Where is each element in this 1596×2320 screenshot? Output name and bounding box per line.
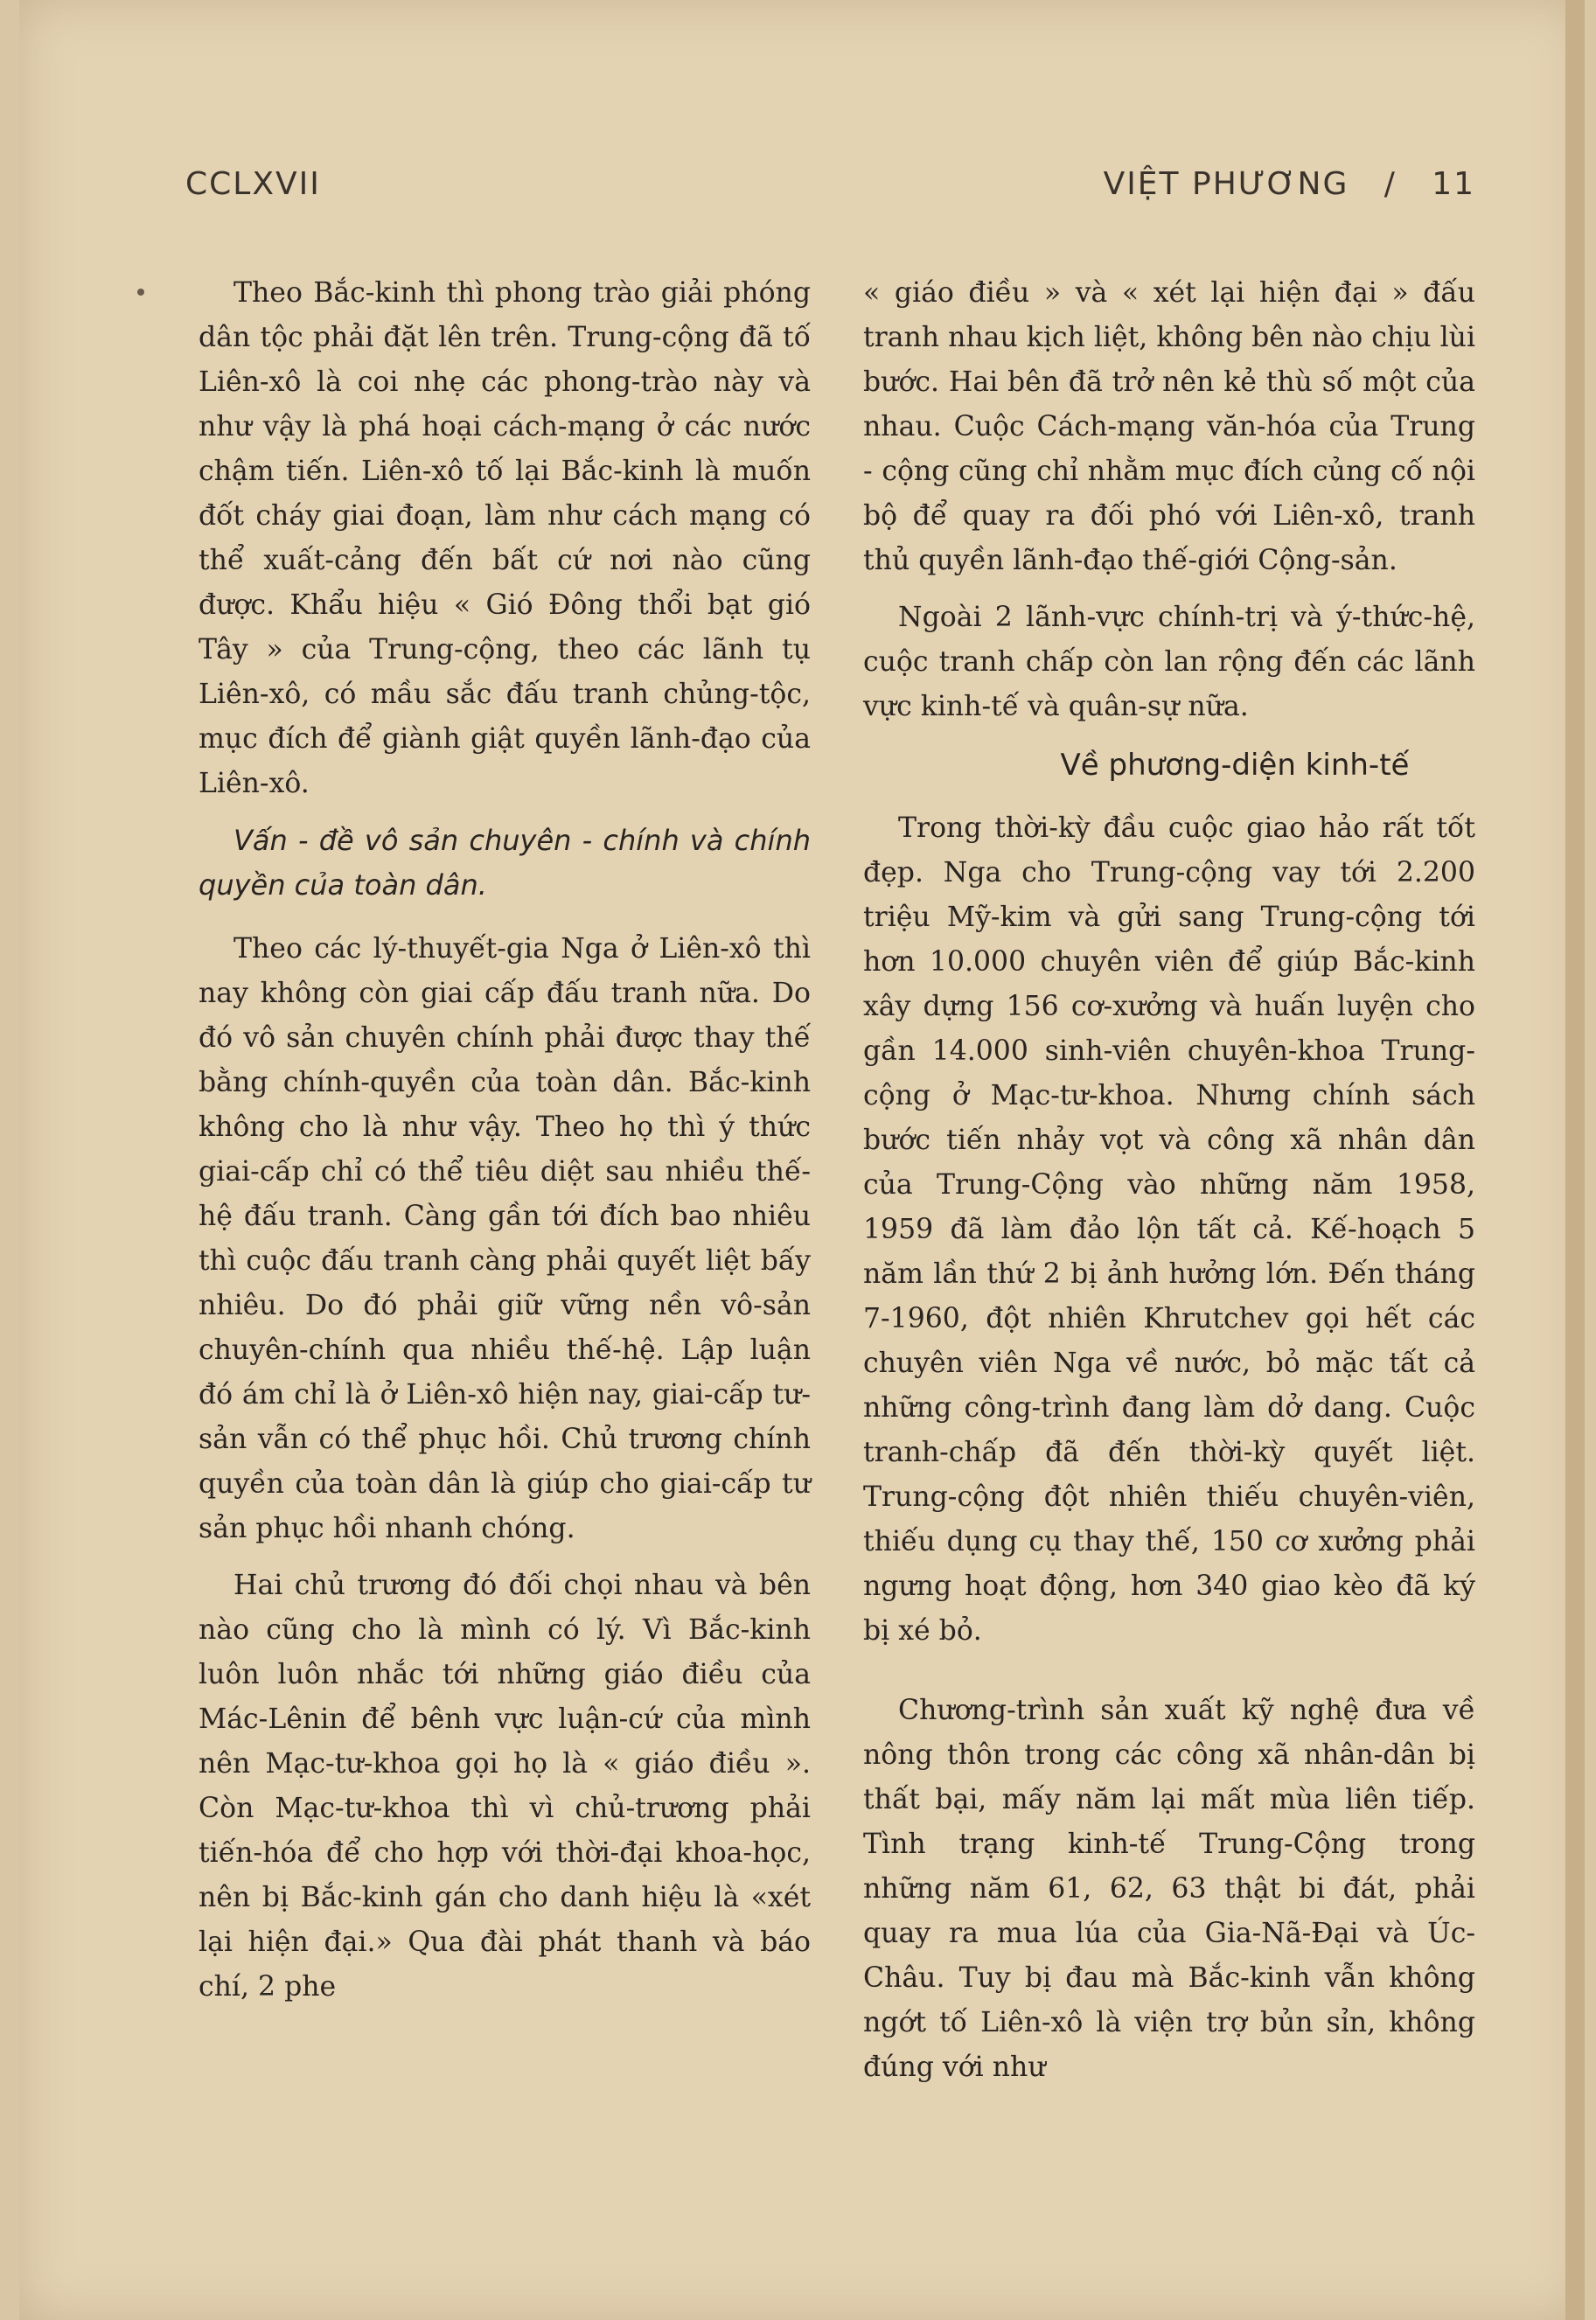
document-page [19, 0, 1585, 2320]
section-subheading: Vấn - đề vô sản chuyên - chính và chính quyền của toàn dân. [199, 824, 811, 902]
section-heading: Về phương-diện kinh-tế [1060, 748, 1410, 783]
paragraph: Theo Bắc-kinh thì phong trào giải phóng dân tộc phải đặt lên trên. Trung-cộng đã tố Liên-xô là coi nhẹ các phong-trào này và như vậy là phá hoại cách-mạng ở các nước chậm tiến. Liên-xô tố lại Bắc-kinh là muốn đốt cháy giai đoạn, làm như cách mạng có thể xuất-cảng đến bất cứ nơi nào cũng được. Khẩu hiệu « Gió Đông thổi bạt gió Tây » của Trung-cộng, theo các lãnh tụ Liên-xô, có mầu sắc đấu tranh chủng-tộc, mục đích để giành giật quyền lãnh-đạo của Liên-xô. [199, 277, 811, 799]
paragraph: Trong thời-kỳ đầu cuộc giao hảo rất tốt đẹp. Nga cho Trung-cộng vay tới 2.200 triệu Mỹ-kim và gửi sang Trung-cộng tới hơn 10.000 chuyên viên để giúp Bắc-kinh xây dựng 156 cơ-xưởng và huấn luyện cho gần 14.000 sinh-viên chuyên-khoa Trung-cộng ở Mạc-tư-khoa. Nhưng chính sách bước tiến nhảy vọt và công xã nhân dân của Trung-Cộng vào những năm 1958, 1959 đã làm đảo lộn tất cả. Kế-hoạch 5 năm lần thứ 2 bị ảnh hưởng lớn. Đến tháng 7-1960, đột nhiên Khrutchev gọi hết các chuyên viên Nga về nước, bỏ mặc tất cả những công-trình đang làm dở dang. Cuộc tranh-chấp đã đến thời-kỳ quyết liệt. Trung-cộng đột nhiên thiếu chuyên-viên, thiếu dụng cụ thay thế, 150 cơ xưởng phải ngưng hoạt động, hơn 340 giao kèo đã ký bị xé bỏ. [863, 812, 1475, 1647]
paragraph: Ngoài 2 lãnh-vực chính-trị và ý-thức-hệ, cuộc tranh chấp còn lan rộng đến các lãnh vực kinh-tế và quân-sự nữa. [863, 602, 1475, 722]
scan-edge [1565, 0, 1585, 2320]
journal-title: VIỆT PHƯƠNG [1103, 166, 1349, 202]
left-column [199, 271, 811, 2022]
header-separator: / [1383, 166, 1397, 202]
running-header [185, 166, 1475, 210]
page-number: 11 [1432, 166, 1475, 202]
paragraph: « giáo điều » và « xét lại hiện đại » đấu tranh nhau kịch liệt, không bên nào chịu lùi bước. Hai bên đã trở nên kẻ thù số một của nhau. Cuộc Cách-mạng văn-hóa của Trung - cộng cũng chỉ nhằm mục đích củng cố nội bộ để quay ra đối phó với Liên-xô, tranh thủ quyền lãnh-đạo thế-giới Cộng-sản. [863, 277, 1476, 576]
paragraph: Hai chủ trương đó đối chọi nhau và bên nào cũng cho là mình có lý. Vì Bắc-kinh luôn luôn nhắc tới những giáo điều của Mác-Lênin để bênh vực luận-cứ của mình nên Mạc-tư-khoa gọi họ là « giáo điều ». Còn Mạc-tư-khoa thì vì chủ-trương phải tiến-hóa để cho hợp với thời-đại khoa-học, nên bị Bắc-kinh gán cho danh hiệu là «xét lại hiện đại.» Qua đài phát thanh và báo chí, 2 phe [199, 1570, 811, 2003]
ink-speck [137, 289, 144, 296]
paragraph: Chương-trình sản xuất kỹ nghệ đưa về nông thôn trong các công xã nhân-dân bị thất bại, mấy năm lại mất mùa liên tiếp. Tình trạng kinh-tế Trung-Cộng trong những năm 61, 62, 63 thật bi đát, phải quay ra mua lúa của Gia-Nã-Đại và Úc-Châu. Tuy bị đau mà Bắc-kinh vẫn không ngớt tố Liên-xô là viện trợ bủn sỉn, không đúng với như [863, 1695, 1475, 2083]
paragraph: Theo các lý-thuyết-gia Nga ở Liên-xô thì nay không còn giai cấp đấu tranh nữa. Do đó vô sản chuyên chính phải được thay thế bằng chính-quyền của toàn dân. Bắc-kinh không cho là như vậy. Theo họ thì ý thức giai-cấp chỉ có thể tiêu diệt sau nhiều thế-hệ đấu tranh. Càng gần tới đích bao nhiêu thì cuộc đấu tranh càng phải quyết liệt bấy nhiêu. Do đó phải giữ vững nền vô-sản chuyên-chính qua nhiều thế-hệ. Lập luận đó ám chỉ là ở Liên-xô hiện nay, giai-cấp tư-sản vẫn có thể phục hồi. Chủ trương chính quyền của toàn dân là giúp cho giai-cấp tư sản phục hồi nhanh chóng. [199, 933, 811, 1544]
journal-title-page [1104, 166, 1475, 202]
volume-number: CCLXVII [185, 166, 321, 202]
right-column [863, 271, 1475, 2102]
